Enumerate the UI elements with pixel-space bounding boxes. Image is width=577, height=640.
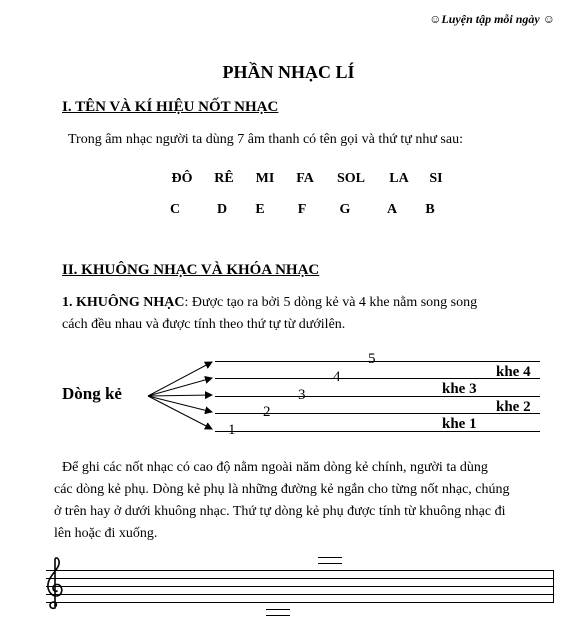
note-letter: E — [255, 202, 265, 217]
paragraph-line: các dòng kẻ phụ. Dòng kẻ phụ là những đường kẻ ngắn cho từng nốt nhạc, chúng — [54, 482, 510, 497]
note-name: SI — [429, 171, 443, 186]
line-number-3: 3 — [298, 387, 306, 403]
note-letter: A — [386, 202, 398, 217]
note-name: RÊ — [214, 171, 234, 186]
arrow — [148, 362, 212, 396]
arrow — [148, 396, 212, 429]
space-label-4: khe 4 — [496, 364, 531, 380]
staff-line-1 — [215, 431, 540, 432]
note-letter: B — [425, 202, 435, 217]
music-staff-line — [46, 578, 554, 579]
ledger-line — [318, 557, 342, 558]
header-note: ☺Luyện tập mỗi ngày ☺ — [429, 12, 555, 26]
line-number-2: 2 — [263, 404, 271, 420]
ledger-line — [318, 563, 342, 564]
note-name: MI — [255, 171, 275, 186]
ledger-line — [266, 615, 290, 616]
paragraph-line: Để ghi các nốt nhạc có cao độ nằm ngoài năm dòng kẻ chính, người ta dùng — [62, 460, 488, 475]
subsection-text-line2: cách đều nhau và được tính theo thứ tự từ dướilên. — [62, 317, 346, 332]
page-title: PHẦN NHẠC LÍ — [222, 62, 355, 82]
space-label-2: khe 2 — [496, 399, 531, 415]
note-letter: F — [297, 202, 307, 217]
arrow — [148, 396, 212, 412]
line-number-4: 4 — [333, 369, 341, 385]
paragraph-line: lên hoặc đi xuống. — [54, 526, 158, 541]
section1-heading: I. TÊN VÀ KÍ HIỆU NỐT NHẠC — [62, 99, 279, 115]
note-letters-row — [0, 202, 577, 222]
note-letter: D — [216, 202, 228, 217]
section2-subsection — [62, 292, 542, 336]
staff-line-label: Dòng kẻ — [62, 384, 122, 403]
music-staff-line — [46, 594, 554, 595]
staff-line-4 — [215, 378, 540, 379]
note-letter: G — [339, 202, 351, 217]
music-staff-line — [46, 570, 554, 571]
section1-intro: Trong âm nhạc người ta dùng 7 âm thanh có tên gọi và thứ tự như sau: — [68, 132, 463, 147]
line-number-1: 1 — [228, 422, 236, 438]
arrow — [148, 378, 212, 396]
treble-clef-icon — [44, 556, 66, 612]
music-staff-line — [46, 586, 554, 587]
note-letter: C — [169, 202, 181, 217]
note-name: ĐÔ — [171, 171, 193, 186]
paragraph-line: ở trên hay ở dưới khuông nhạc. Thứ tự dòng kẻ phụ được tính từ khuông nhạc đi — [54, 504, 506, 519]
ledger-line — [266, 609, 290, 610]
note-name: SOL — [336, 171, 365, 186]
ledger-lines-paragraph — [54, 457, 552, 545]
staff-line-5 — [215, 361, 540, 362]
note-name: LA — [389, 171, 409, 186]
staff-line-3 — [215, 396, 540, 397]
space-label-3: khe 3 — [442, 381, 477, 397]
subsection-text: : Được tạo ra bởi 5 dòng kẻ và 4 khe nằm song song — [184, 295, 478, 310]
music-staff-line — [46, 602, 554, 603]
space-label-1: khe 1 — [442, 416, 477, 432]
note-name: FA — [296, 171, 314, 186]
line-number-5: 5 — [368, 351, 376, 367]
arrow — [148, 395, 212, 396]
section2-heading: II. KHUÔNG NHẠC VÀ KHÓA NHẠC — [62, 262, 320, 278]
note-names-row — [0, 171, 577, 191]
barline — [553, 570, 554, 602]
subsection-heading: 1. KHUÔNG NHẠC — [62, 295, 185, 310]
